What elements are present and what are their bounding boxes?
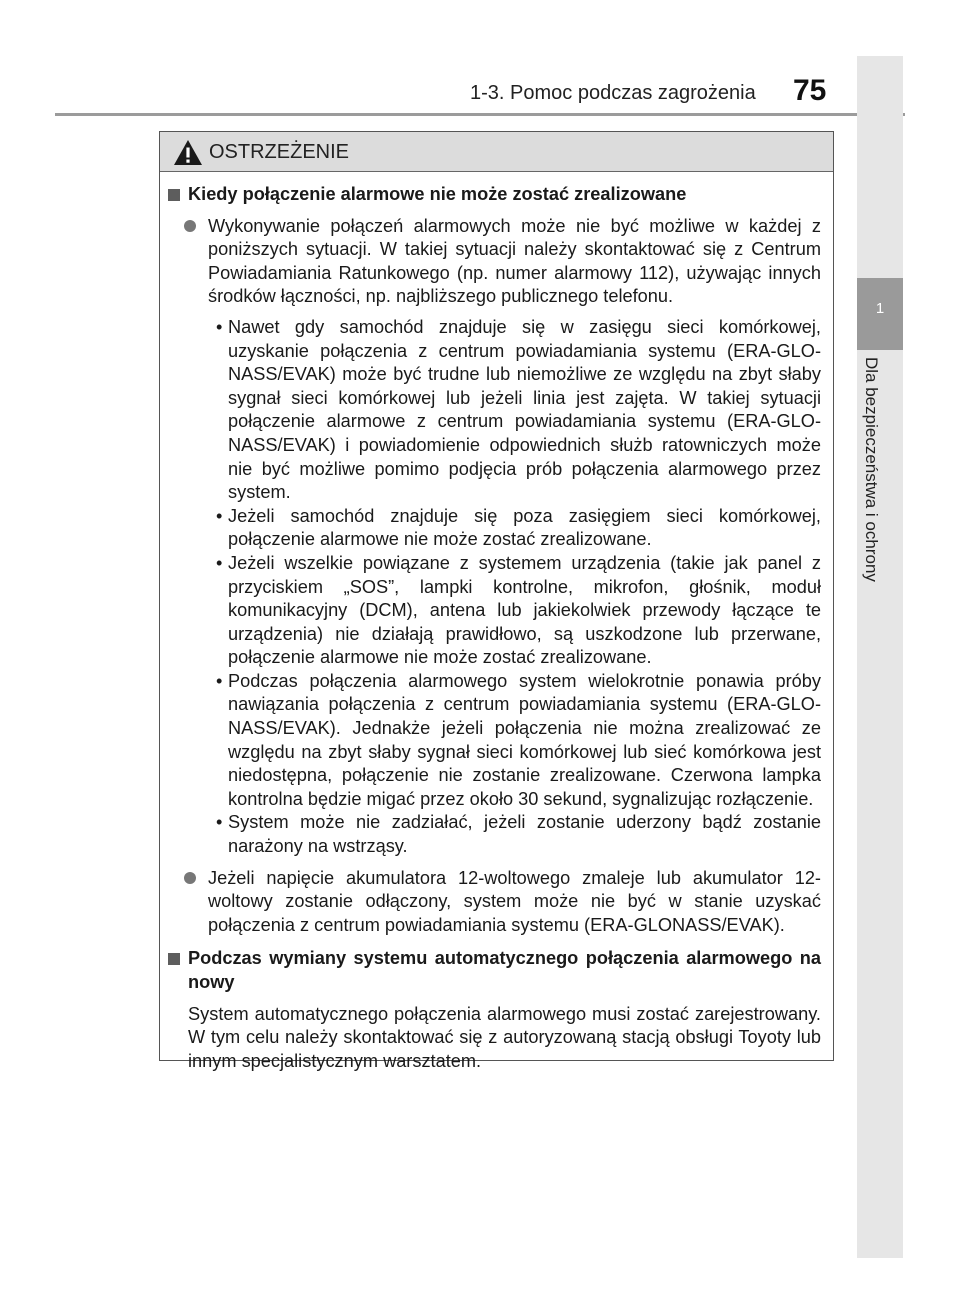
sub-list-item xyxy=(216,811,821,858)
dot-bullet-icon: • xyxy=(216,552,223,573)
warning-title: OSTRZEŻENIE xyxy=(209,141,350,163)
list-item xyxy=(168,867,821,938)
section-heading-text: Kiedy połączenie alarmowe nie może zostać zrealizowane xyxy=(188,184,687,204)
side-tab xyxy=(857,56,903,1258)
sub-list-item xyxy=(216,316,821,505)
sub-list-item-text: System może nie zadziałać, jeżeli zostanie uderzony bądź zostanie narażony na wstrząsy. xyxy=(228,812,821,857)
section-heading xyxy=(168,947,821,994)
warning-triangle-icon xyxy=(173,139,203,166)
dot-bullet-icon: • xyxy=(216,505,223,526)
list-item-text: Jeżeli napięcie akumulatora 12-woltowego zmaleje lub akumulator 12-woltowy zostanie odłączony, system może nie być w stanie uzyskać połączenia z centrum powiadamiania systemu (ERA-GLONASS/EVAK). xyxy=(208,867,821,935)
dot-bullet-icon: • xyxy=(216,316,223,337)
section-heading-text: Podczas wymiany systemu automatycznego połączenia alarmowego na nowy xyxy=(188,948,821,992)
warning-content xyxy=(168,177,821,1073)
warning-header xyxy=(160,132,833,172)
sub-list xyxy=(168,316,821,859)
sub-list-item xyxy=(216,552,821,670)
sub-list-item-text: Jeżeli wszelkie powiązane z systemem urządzenia (takie jak panel z przyciskiem „SOS”, lampki kontrolne, mikrofon, głośnik, moduł komunikacyjny (DCM), antena lub jakiekolwiek przewody łączące te urządzenia) nie działają prawidłowo, są uszkodzone lub przerwane, połączenie alarmowe nie może zostać zrealizowane. xyxy=(228,552,821,668)
list-item xyxy=(168,215,821,309)
sub-list-item-text: Jeżeli samochód znajduje się poza zasięgiem sieci komórkowej, połączenie alarmowe nie może zostać zrealizowane. xyxy=(228,505,821,550)
page-number: 75 xyxy=(793,74,827,107)
warning-box xyxy=(159,131,834,1071)
square-bullet-icon xyxy=(168,953,180,965)
round-bullet-icon xyxy=(184,220,196,232)
page-header xyxy=(0,0,960,120)
sub-list-item-text: Nawet gdy samochód znajduje się w zasięgu sieci komórkowej, uzyskanie połączenia z centrum powiadamiania systemu (ERA-GLONASS/EVAK) może być trudne lub niemożliwe ze względu na zbyt słaby sygnał sieci komórkowej lub jeżeli linia jest zajęta. W takiej sytuacji połączenie alarmowe z centrum powiadamiania systemu (ERA-GLONASS/EVAK) i powiadomienie odpowiednich służb ratowniczych może nie być możliwe pomimo podjęcia prób połączenia alarmowego przez system. xyxy=(228,316,821,503)
chapter-number: 1 xyxy=(875,300,885,317)
section-heading xyxy=(168,183,821,207)
section-title: 1-3. Pomoc podczas zagrożenia xyxy=(470,82,756,104)
section-body: System automatycznego połączenia alarmowego musi zostać zarejestrowany. W tym celu należy skontaktować się z autoryzowaną stacją obsługi Toyoty lub innym specjalistycznym warsztatem. xyxy=(188,1003,821,1071)
header-divider xyxy=(55,113,905,116)
sub-list-item-text: Podczas połączenia alarmowego system wielokrotnie ponawia próby nawiązania połączenia z centrum powiadamiania systemu (ERA-GLONASS/EVAK). Jednakże jeżeli połączenia nie można zrealizować ze względu na zbyt słaby sygnał sieci komórkowej lub sieć komórkowa jest niedostępna, połączenie nie zostanie zrealizowane. Czerwona lampka kontrolna będzie migać przez około 30 sekund, sygnalizując rozłączenie. xyxy=(228,670,821,809)
dot-bullet-icon: • xyxy=(216,812,223,833)
dot-bullet-icon: • xyxy=(216,670,223,691)
chapter-title: Dla bezpieczeństwa i ochrony xyxy=(862,357,881,582)
list-item-text: Wykonywanie połączeń alarmowych może nie być możliwe w każdej z poniższych sytuacji. W takiej sytuacji należy skontaktować się z Centrum Powiadamiania Ratunkowego (np. numer alarmowy 112), używając innych środków łączności, np. najbliższego publicznego telefonu. xyxy=(208,215,821,307)
square-bullet-icon xyxy=(168,189,180,201)
sub-list-item xyxy=(216,670,821,812)
sub-list-item xyxy=(216,505,821,552)
round-bullet-icon xyxy=(184,872,196,884)
